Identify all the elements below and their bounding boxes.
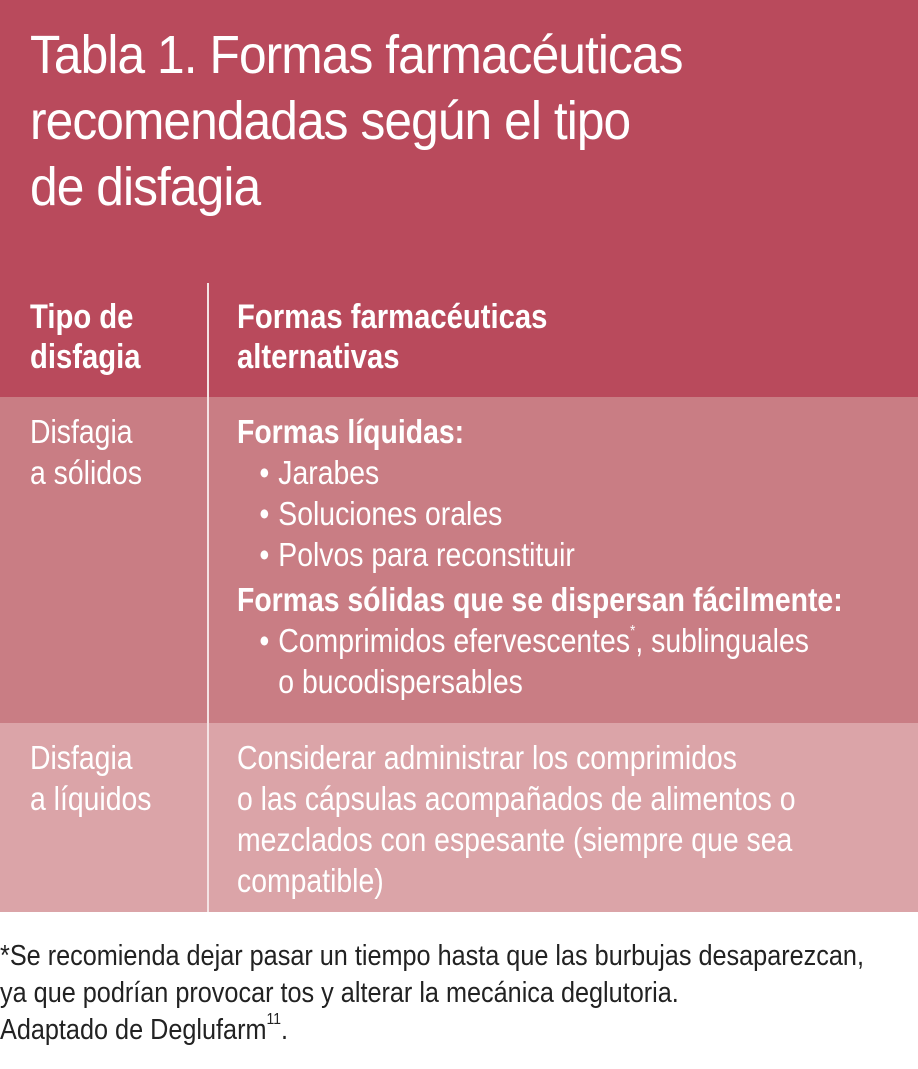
item-text: , sublinguales	[635, 622, 809, 659]
title-line: Tabla 1. Formas farmacéuticas	[30, 25, 683, 85]
reference-number: 11	[266, 1011, 281, 1029]
footnote-text: *Se recomienda dejar pasar un tiempo hasta que las burbujas desaparezcan,	[0, 940, 864, 972]
section-title: Formas líquidas:	[237, 413, 465, 450]
title-line: recomendadas según el tipo	[30, 91, 631, 151]
footnote-text: Adaptado de Deglufarm	[0, 1014, 267, 1046]
list-item	[237, 620, 809, 702]
cell-text: a sólidos	[30, 454, 143, 491]
item-text: Polvos para reconstituir	[278, 536, 575, 573]
bullet-icon: •	[259, 495, 270, 532]
item-text: Comprimidos efervescentes	[278, 622, 631, 659]
cell-text: mezclados con espesante (siempre que sea	[237, 821, 793, 858]
solid-forms-list	[237, 620, 809, 702]
cell-text: Disfagia	[30, 413, 133, 450]
row-type-cell	[30, 737, 176, 819]
table-title-block	[0, 0, 918, 283]
cell-text: Considerar administrar los comprimidos	[237, 739, 737, 776]
list-item	[237, 534, 805, 575]
header-text: disfagia	[30, 338, 141, 376]
bullet-icon: •	[259, 454, 270, 491]
liquid-forms-list	[237, 452, 805, 575]
section-title: Formas sólidas que se dispersan fácilmente:	[237, 581, 843, 618]
footnote-text: ya que podrían provocar tos y alterar la mecánica deglutoria.	[0, 977, 679, 1009]
item-text: Soluciones orales	[278, 495, 503, 532]
table-row	[0, 397, 918, 723]
row-forms-cell	[237, 737, 805, 901]
column-divider	[207, 283, 209, 912]
header-text: Tipo de	[30, 298, 134, 336]
cell-text: Disfagia	[30, 739, 133, 776]
item-text: o bucodispersables	[278, 663, 523, 700]
row-type-cell	[30, 411, 176, 493]
row-forms-cell	[237, 411, 897, 702]
list-item	[237, 452, 805, 493]
item-text: Jarabes	[278, 454, 380, 491]
footnote	[0, 938, 870, 1049]
bullet-icon: •	[259, 622, 270, 659]
cell-text: o las cápsulas acompañados de alimentos o	[237, 780, 796, 817]
table-title	[30, 22, 858, 220]
header-text: Formas farmacéuticas	[237, 298, 548, 336]
footnote-text: .	[280, 1014, 288, 1046]
cell-text: a líquidos	[30, 780, 152, 817]
footnote-marker: *	[630, 623, 636, 640]
footnote-source	[0, 1012, 870, 1049]
header-forms-cell	[237, 297, 805, 377]
table-header-row	[0, 283, 918, 397]
header-type-cell	[30, 297, 176, 377]
cell-text: compatible)	[237, 862, 384, 899]
title-line: de disfagia	[30, 157, 261, 217]
header-text: alternativas	[237, 338, 400, 376]
list-item	[237, 493, 805, 534]
table-row	[0, 723, 918, 912]
bullet-icon: •	[259, 536, 270, 573]
